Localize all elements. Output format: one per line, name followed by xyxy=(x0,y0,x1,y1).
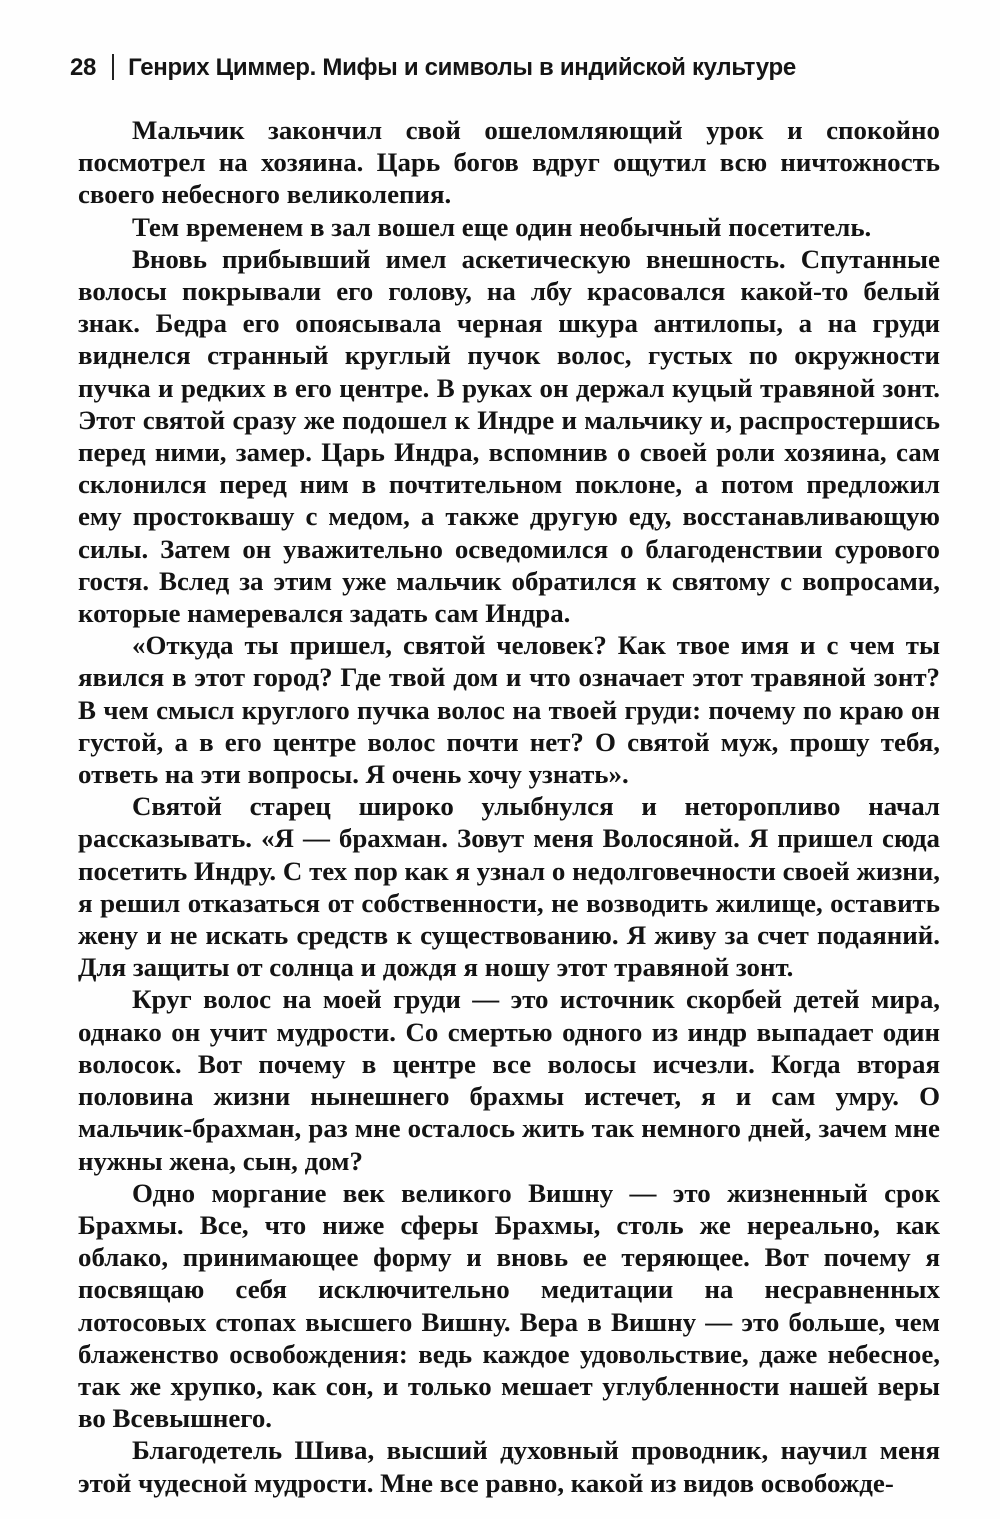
running-head xyxy=(70,44,950,92)
paragraph: Святой старец широко улыбнулся и неторопливо начал рассказывать. «Я — брахман. Зовут меня Волосяной. Я пришел сюда посетить Индру. С тех пор как я узнал о недолговечности своей жизни, я решил отказаться от собственности, не возводить жилище, оставить жену и не искать средств к существованию. Я живу за счет подаяний. Для защиты от солнца и дождя я ношу этот травяной зонт. xyxy=(78,791,940,983)
body-text xyxy=(78,114,940,1499)
paragraph: Благодетель Шива, высший духовный проводник, научил меня этой чудесной мудрости. Мне все равно, какой из видов освобожде- xyxy=(78,1435,940,1498)
paragraph: «Откуда ты пришел, святой человек? Как твое имя и с чем ты явился в этот город? Где твой дом и что означает этот травяной зонт? В чем смысл круглого пучка волос на твоей груди: почему по краю он густой, а в его центре волос почти нет? О святой муж, прошу тебя, ответь на эти вопросы. Я очень хочу узнать». xyxy=(78,630,940,790)
book-title: Генрих Циммер. Мифы и символы в индийской культуре xyxy=(128,54,796,81)
paragraph: Одно моргание век великого Вишну — это жизненный срок Брахмы. Все, что ниже сферы Брахмы, столь же нереально, как облако, принимающее форму и вновь ее теряющее. Вот почему я посвящаю себя исключительно медитации на несравненных лотосовых стопах высшего Вишну. Вера в Вишну — это больше, чем блаженство освобождения: ведь каждое удовольствие, даже небесное, так же хрупко, как сон, и только мешает углубленности нашей веры во Всевышнего. xyxy=(78,1177,940,1434)
paragraph: Вновь прибывший имел аскетическую внешность. Спутанные волосы покрывали его голову, на лбу красовался какой-то белый знак. Бедра его опоясывала черная шкура антилопы, а на груди виднелся странный круглый пучок волос, густых по окружности пучка и редких в его центре. В руках он держал куцый травяной зонт. Этот святой сразу же подошел к Индре и мальчику и, распростершись перед ними, замер. Царь Индра, вспомнив о своей роли хозяина, сам склонился перед ним в почтительном поклоне, а потом предложил ему простоквашу с медом, а также другую еду, восстанавливающую силы. Затем он уважительно осведомился о благоденствии сурового гостя. Вслед за этим уже мальчик обратился к святому с вопросами, которые намеревался задать сам Индра. xyxy=(78,243,940,629)
page-number: 28 xyxy=(70,54,97,81)
paragraph: Мальчик закончил свой ошеломляющий урок и спокойно посмотрел на хозяина. Царь богов вдруг ощутил всю ничтожность своего небесного великолепия. xyxy=(78,115,940,210)
paragraph: Тем временем в зал вошел еще один необычный посетитель. xyxy=(132,211,872,242)
header-separator xyxy=(112,54,114,80)
paragraph: Круг волос на моей груди — это источник скорбей детей мира, однако он учит мудрости. Со смертью одного из индр выпадает один волосок. Вот почему в центре все волосы исчезли. Когда вторая половина жизни нынешнего брахмы истечет, я и сам умру. О мальчик-брахман, раз мне осталось жить так немного дней, зачем мне нужны жена, сын, дом? xyxy=(78,984,940,1176)
